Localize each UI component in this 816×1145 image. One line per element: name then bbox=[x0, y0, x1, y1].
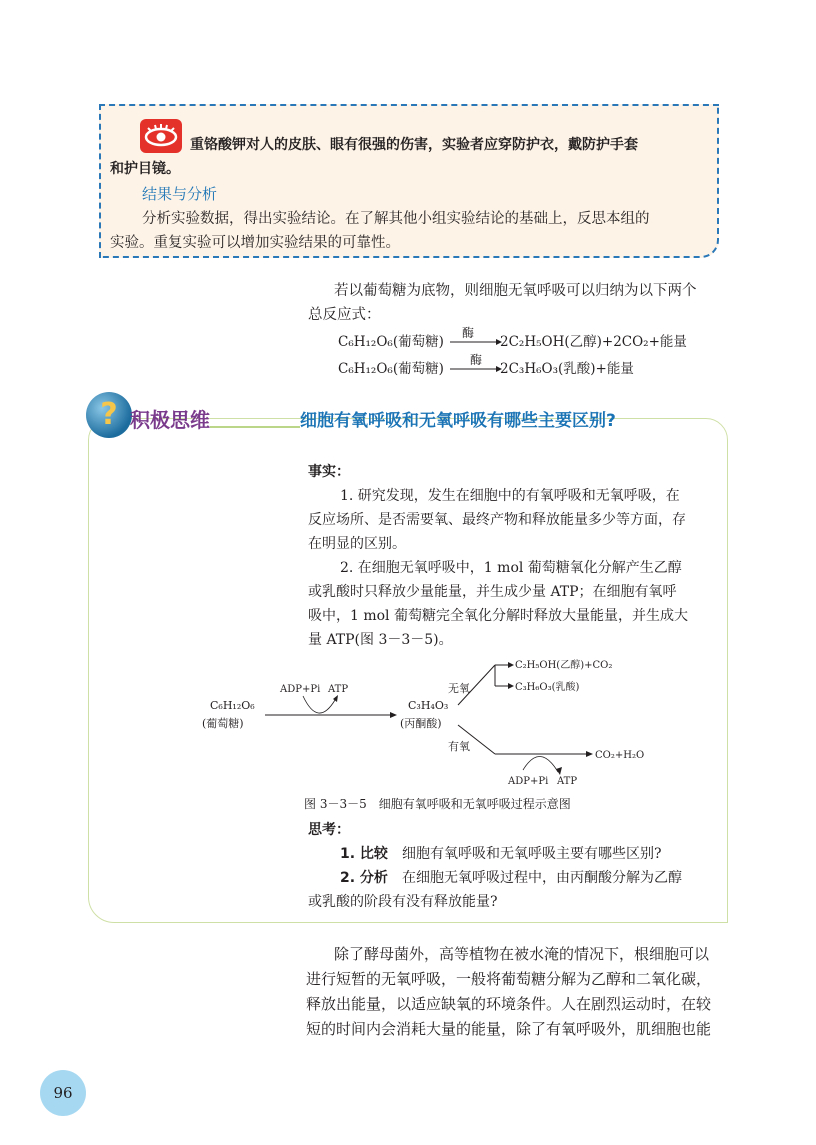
pyruvate-formula: C₃H₄O₃ bbox=[408, 699, 449, 712]
fact1-line3: 在明显的区别。 bbox=[308, 536, 406, 552]
question1-label: 1. 比较 bbox=[340, 846, 388, 862]
aerobic-label: 有氧 bbox=[448, 740, 470, 753]
intro-line1: 若以葡萄糖为底物，则细胞无氧呼吸可以归纳为以下两个 bbox=[334, 283, 697, 299]
question2-text: 在细胞无氧呼吸过程中，由丙酮酸分解为乙醇 bbox=[402, 870, 682, 886]
lactic-product: C₃H₆O₃(乳酸) bbox=[515, 682, 580, 693]
reflect-heading: 思考： bbox=[308, 822, 350, 838]
respiration-pathway-diagram bbox=[190, 650, 660, 790]
fact2-line3: 吸中，1 mol 葡萄糖完全氧化分解时释放大量能量，并生成大 bbox=[308, 608, 688, 624]
glucose-formula: C₆H₁₂O₆ bbox=[210, 699, 255, 712]
adp-pi-label: ADP+Pi bbox=[280, 684, 321, 695]
facts-heading: 事实： bbox=[308, 464, 350, 480]
equation1-reactant: C₆H₁₂O₆(葡萄糖) bbox=[338, 334, 444, 350]
body-line4: 短的时间内会消耗大量的能量，除了有氧呼吸外，肌细胞也能 bbox=[306, 1020, 712, 1038]
page-number: 96 bbox=[40, 1070, 86, 1116]
atp-curve-arrow bbox=[303, 696, 335, 713]
fact2-line4: 量 ATP(图 3－3－5)。 bbox=[308, 632, 453, 648]
results-paragraph-line2: 实验。重复实验可以增加实验结果的可靠性。 bbox=[110, 235, 400, 251]
glucose-name: (葡萄糖) bbox=[202, 717, 244, 730]
results-heading: 结果与分析 bbox=[142, 185, 218, 203]
atp-curve-arrow-2 bbox=[523, 756, 558, 772]
question2-text-cont: 或乳酸的阶段有没有释放能量? bbox=[308, 894, 498, 910]
fact1-line1: 1. 研究发现，发生在细胞中的有氧呼吸和无氧呼吸，在 bbox=[340, 488, 680, 504]
intro-line2: 总反应式： bbox=[308, 307, 381, 323]
atp-label-2: ATP bbox=[557, 776, 578, 787]
body-line3: 释放出能量，以适应缺氧的环境条件。人在剧烈运动时，在较 bbox=[306, 995, 712, 1013]
adp-pi-label-2: ADP+Pi bbox=[508, 776, 549, 787]
ethanol-product: C₂H₅OH(乙醇)+CO₂ bbox=[515, 660, 613, 671]
body-line1: 除了酵母菌外，高等植物在被水淹的情况下，根细胞可以 bbox=[334, 945, 710, 963]
fact2-line2: 或乳酸时只释放少量能量，并生成少量 ATP；在细胞有氧呼 bbox=[308, 584, 677, 600]
think-heading-rule bbox=[210, 426, 300, 428]
figure-caption: 图 3－3－5 细胞有氧呼吸和无氧呼吸过程示意图 bbox=[304, 797, 571, 811]
aerobic-product: CO₂+H₂O bbox=[595, 750, 645, 761]
fact2-line1: 2. 在细胞无氧呼吸中，1 mol 葡萄糖氧化分解产生乙醇 bbox=[340, 560, 682, 576]
think-title: 积极思维 bbox=[130, 408, 210, 432]
question1-text: 细胞有氧呼吸和无氧呼吸主要有哪些区别? bbox=[402, 846, 662, 862]
safety-warning-line1: 重铬酸钾对人的皮肤、眼有很强的伤害，实验者应穿防护衣，戴防护手套 bbox=[190, 137, 638, 153]
anaerobic-label: 无氧 bbox=[448, 682, 470, 695]
equation2-reactant: C₆H₁₂O₆(葡萄糖) bbox=[338, 361, 444, 377]
safety-warning-line2: 和护目镜。 bbox=[110, 161, 180, 177]
fact1-line2: 反应场所、是否需要氧、最终产物和释放能量多少等方面，存 bbox=[308, 512, 686, 528]
atp-label: ATP bbox=[328, 684, 349, 695]
question-badge-icon: ? bbox=[86, 392, 132, 438]
equation2-arrow bbox=[450, 364, 502, 374]
equation1-products: 2C₂H₅OH(乙醇)+2CO₂+能量 bbox=[500, 334, 687, 350]
results-paragraph-line1: 分析实验数据，得出实验结论。在了解其他小组实验结论的基础上，反思本组的 bbox=[142, 211, 650, 227]
equation2-enzyme: 酶 bbox=[470, 353, 483, 367]
question2-label: 2. 分析 bbox=[340, 870, 388, 886]
eye-warning-icon bbox=[140, 119, 182, 153]
pyruvate-name: (丙酮酸) bbox=[400, 717, 442, 730]
body-line2: 进行短暂的无氧呼吸，一般将葡萄糖分解为乙醇和二氧化碳， bbox=[306, 970, 712, 988]
equation2-products: 2C₃H₆O₃(乳酸)+能量 bbox=[500, 361, 634, 377]
equation1-enzyme: 酶 bbox=[462, 326, 475, 340]
think-question: 细胞有氧呼吸和无氧呼吸有哪些主要区别? bbox=[300, 411, 616, 431]
equation1-arrow bbox=[450, 337, 502, 347]
